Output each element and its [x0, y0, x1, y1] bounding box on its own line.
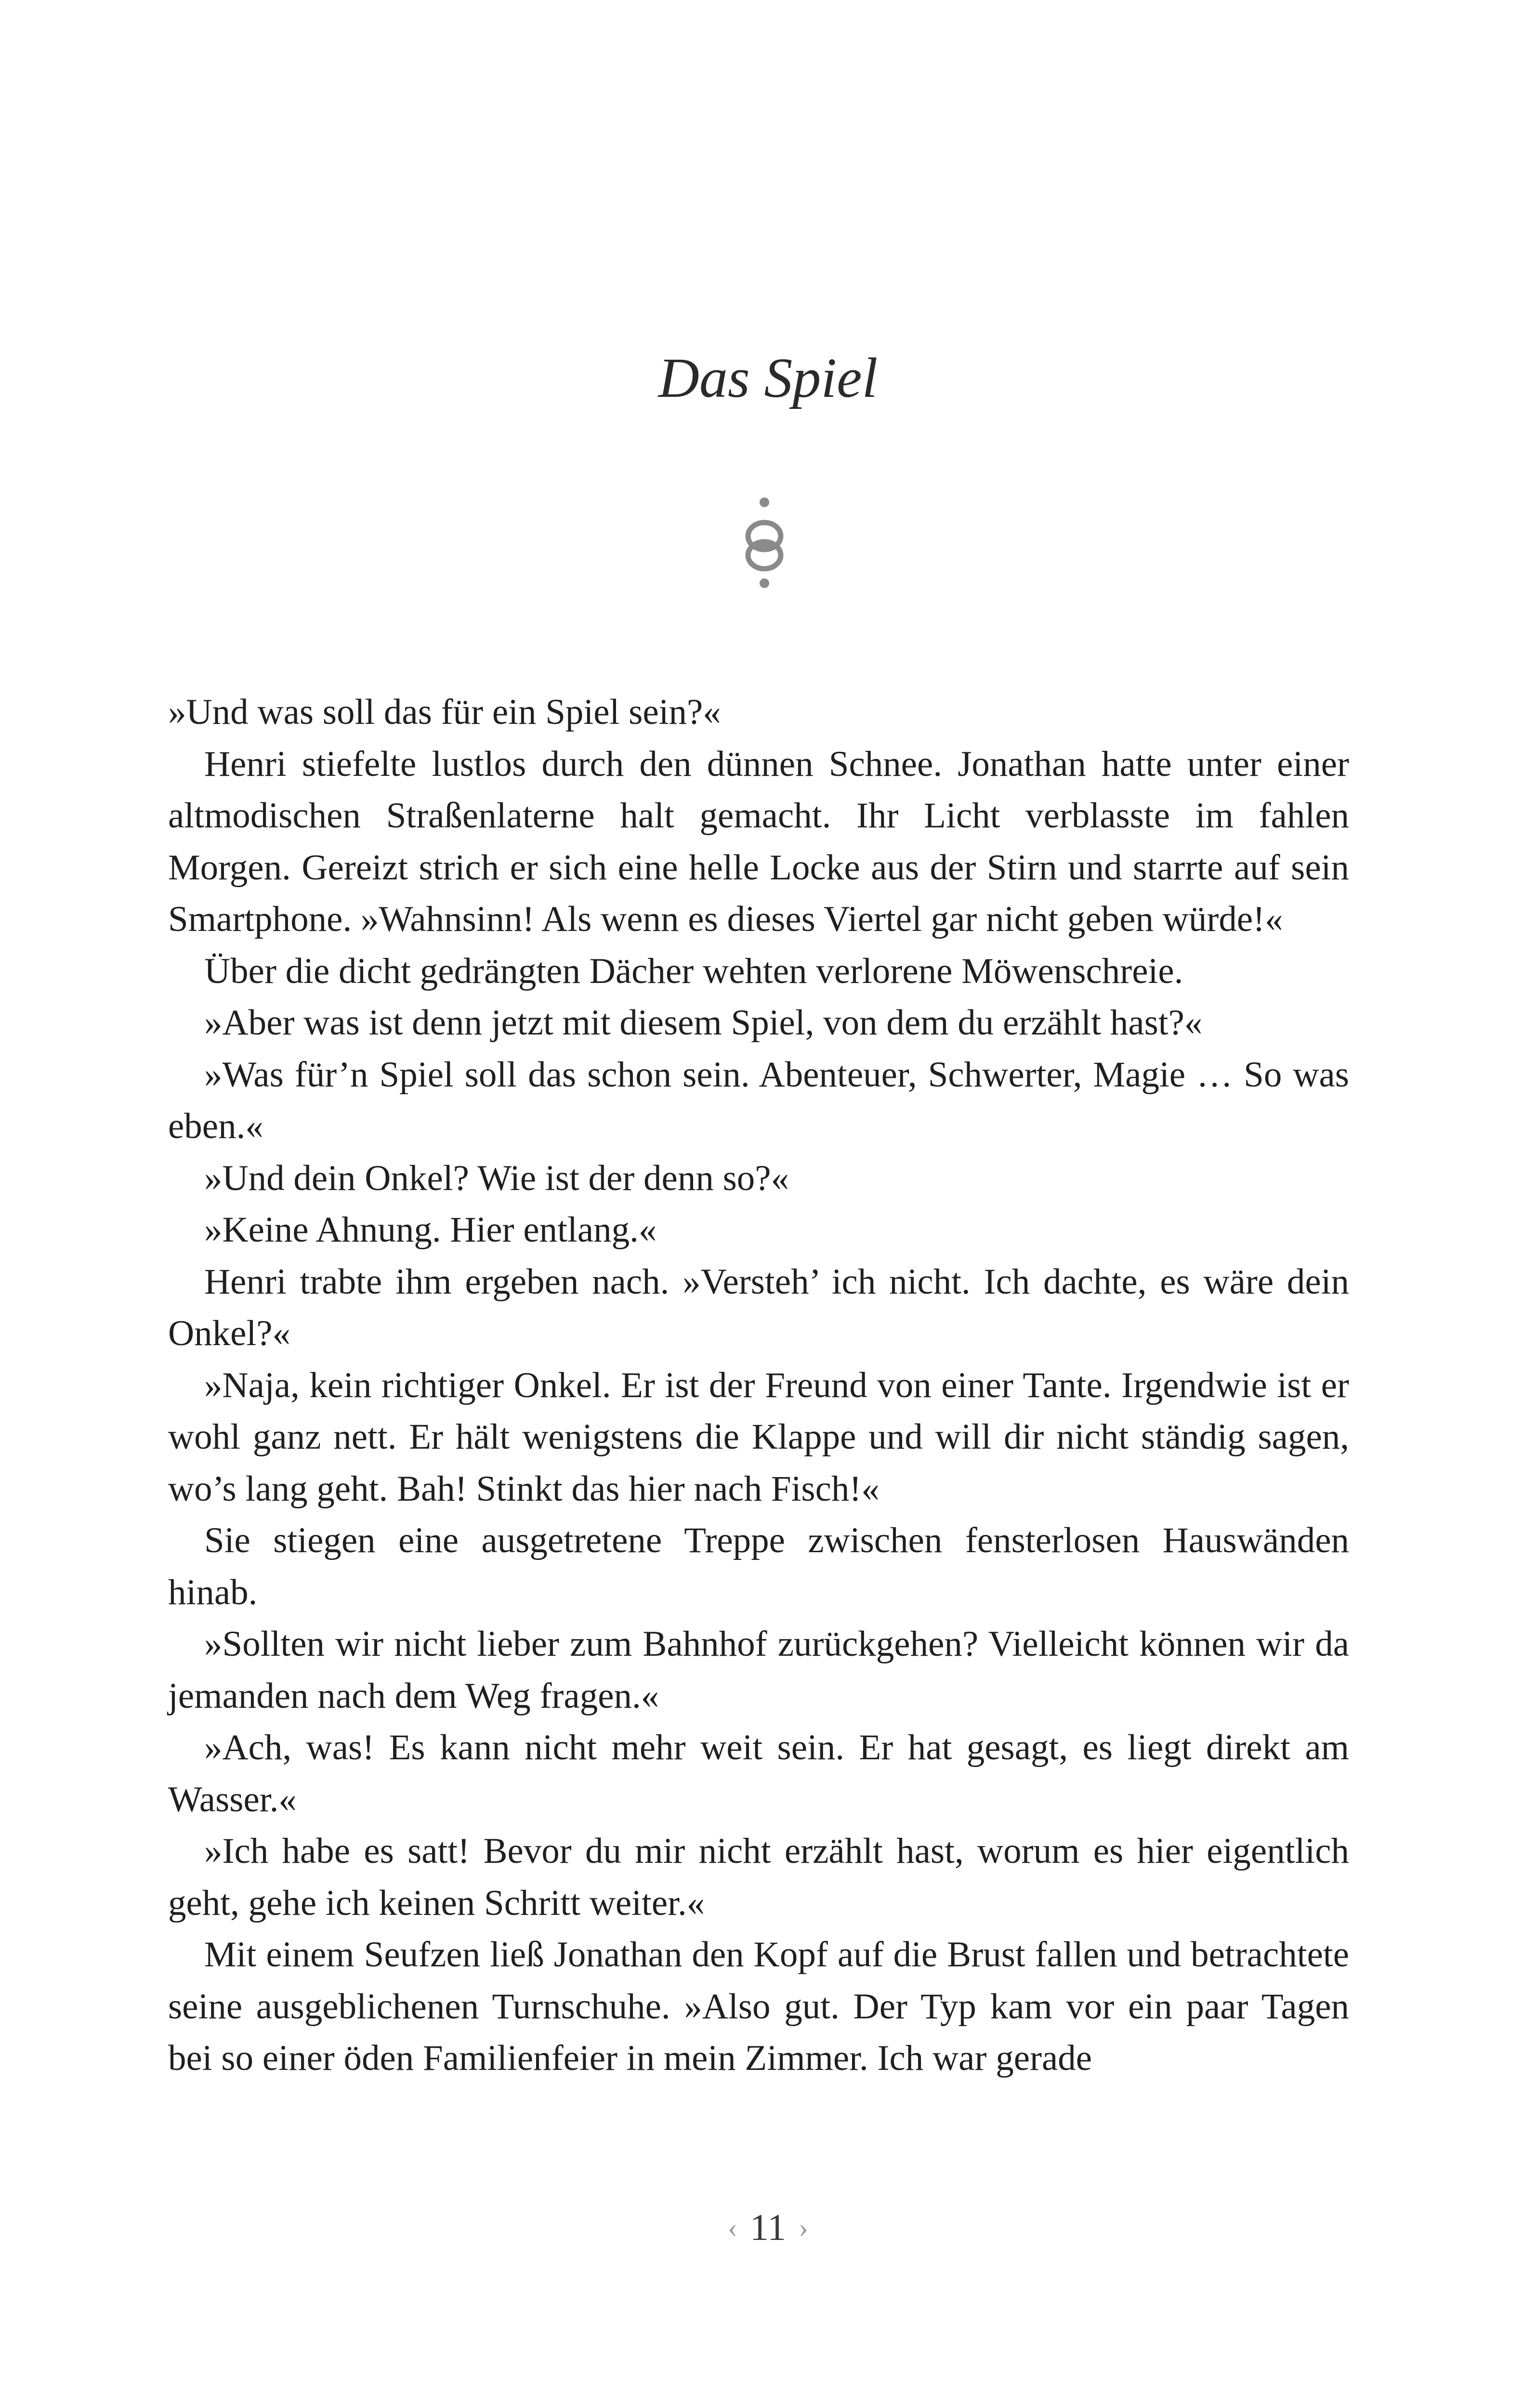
folio-right-mark: › [799, 2212, 809, 2243]
paragraph: »Aber was ist denn jetzt mit diesem Spiel, von dem du erzählt hast?« [204, 1003, 1203, 1043]
chapter-ornament-icon [738, 494, 791, 590]
paragraph: Henri stiefelte lustlos durch den dünnen Schnee. Jonathan hatte unter einer altmodischen Straßenlaterne halt gemacht. Ihr Licht verblasste im fahlen Morgen. Gereizt strich er sich eine helle Locke aus der Stirn und starrte auf sein Smartphone. »Wahnsinn! Als wenn es dieses Viertel gar nicht geben würde!« [168, 744, 1349, 939]
paragraph: »Keine Ahnung. Hier entlang.« [204, 1210, 657, 1250]
paragraph: »Sollten wir nicht lieber zum Bahnhof zurückgehen? Vielleicht können wir da jemanden nach dem Weg fragen.« [168, 1624, 1349, 1716]
paragraph: »Ach, was! Es kann nicht mehr weit sein. Er hat gesagt, es liegt direkt am Wasser.« [168, 1727, 1349, 1819]
paragraph: »Was für’n Spiel soll das schon sein. Abenteuer, Schwerter, Magie … So was eben.« [168, 1054, 1349, 1146]
page-footer [0, 2203, 1536, 2251]
page-number: 11 [749, 2206, 787, 2248]
chapter-body [168, 686, 1349, 2084]
paragraph: »Ich habe es satt! Bevor du mir nicht erzählt hast, worum es hier eigentlich geht, gehe ich keinen Schritt weiter.« [168, 1831, 1349, 1923]
chapter-title: Das Spiel [658, 346, 878, 409]
paragraph: Sie stiegen eine ausgetretene Treppe zwischen fensterlosen Hauswänden hinab. [168, 1520, 1349, 1612]
paragraph: »Und was soll das für ein Spiel sein?« [168, 692, 721, 732]
paragraph: Über die dicht gedrängten Dächer wehten verlorene Möwenschreie. [204, 951, 1183, 991]
folio-left-mark: ‹ [727, 2212, 737, 2243]
paragraph: »Und dein Onkel? Wie ist der denn so?« [204, 1158, 789, 1198]
paragraph: »Naja, kein richtiger Onkel. Er ist der Freund von einer Tante. Irgendwie ist er wohl ganz nett. Er hält wenigstens die Klappe und will dir nicht ständig sagen, wo’s lang geht. Bah! Stinkt das hier nach Fisch!« [168, 1365, 1349, 1509]
paragraph: Henri trabte ihm ergeben nach. »Versteh’ ich nicht. Ich dachte, es wäre dein Onkel?« [168, 1261, 1349, 1353]
paragraph: Mit einem Seufzen ließ Jonathan den Kopf auf die Brust fallen und betrachtete seine ausgeblichenen Turnschuhe. »Also gut. Der Typ kam vor ein paar Tagen bei so einer öden Familienfeier in mein Zimmer. Ich war gerade [168, 1935, 1349, 2078]
